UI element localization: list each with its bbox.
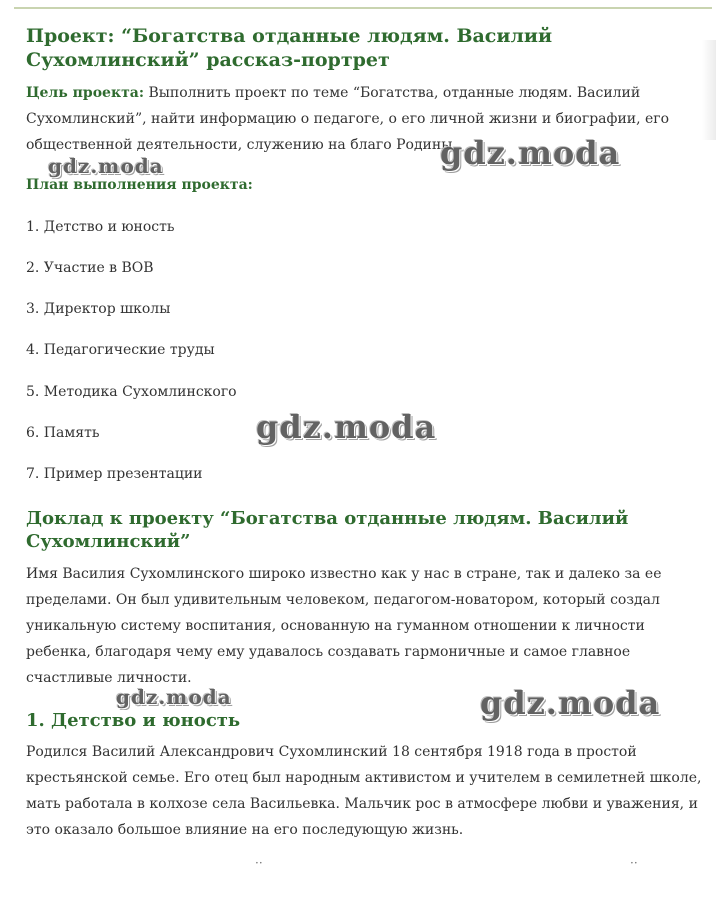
- report-intro: Имя Василия Сухомлинского широко известно как у нас в стране, так и далеко за ее пределами. Он был удивительным человеком, педагогом-новатором, который создал уникальную систему воспитания, основанную на гуманном отношении к личности ребенка, благодаря чему ему удавалось создавать гармоничные и самое главное счастливые личности.: [26, 566, 662, 686]
- plan-item-7: 7. Пример презентации: [26, 466, 203, 482]
- plan-item-4: 4. Педагогические труды: [26, 342, 215, 358]
- goal-label: Цель проекта:: [26, 85, 144, 101]
- watermark: gdz.moda: [480, 684, 661, 722]
- separator-dots: ··: [630, 856, 638, 870]
- plan-item-3: 3. Директор школы: [26, 301, 171, 317]
- top-divider: [14, 7, 712, 9]
- project-title: Проект: “Богатства отданные людям. Василий Сухомлинский” рассказ-портрет: [26, 25, 553, 71]
- section-childhood-text: Родился Василий Александрович Сухомлинский 18 сентября 1918 года в простой крестьянской семье. Его отец был народным активистом и учителем в семилетней школе, мать работала в колхозе села Васильевка. Мальчик рос в атмосфере любви и уважения, и это оказало большое влияние на его последующую жизнь.: [26, 744, 702, 838]
- watermark: gdz.moda: [48, 154, 164, 178]
- plan-item-2: 2. Участие в ВОВ: [26, 260, 154, 276]
- watermark: gdz.moda: [256, 408, 437, 446]
- plan-item-5: 5. Методика Сухомлинского: [26, 384, 237, 400]
- watermark: gdz.moda: [116, 685, 232, 709]
- separator-dots: ··: [255, 856, 263, 870]
- goal-text: Выполнить проект по теме “Богатства, отданные людям. Василий Сухомлинский”, найти информацию о педагоге, о его личной жизни и биографии, его общественной деятельности, служению на благо Родины: [26, 85, 670, 153]
- section-childhood-title: 1. Детство и юность: [26, 710, 241, 731]
- plan-label: План выполнения проекта:: [26, 177, 253, 193]
- watermark: gdz.moda: [440, 134, 621, 172]
- plan-item-6: 6. Память: [26, 425, 100, 441]
- plan-item-1: 1. Детство и юность: [26, 219, 175, 235]
- report-title: Доклад к проекту “Богатства отданные людям. Василий Сухомлинский”: [26, 508, 629, 552]
